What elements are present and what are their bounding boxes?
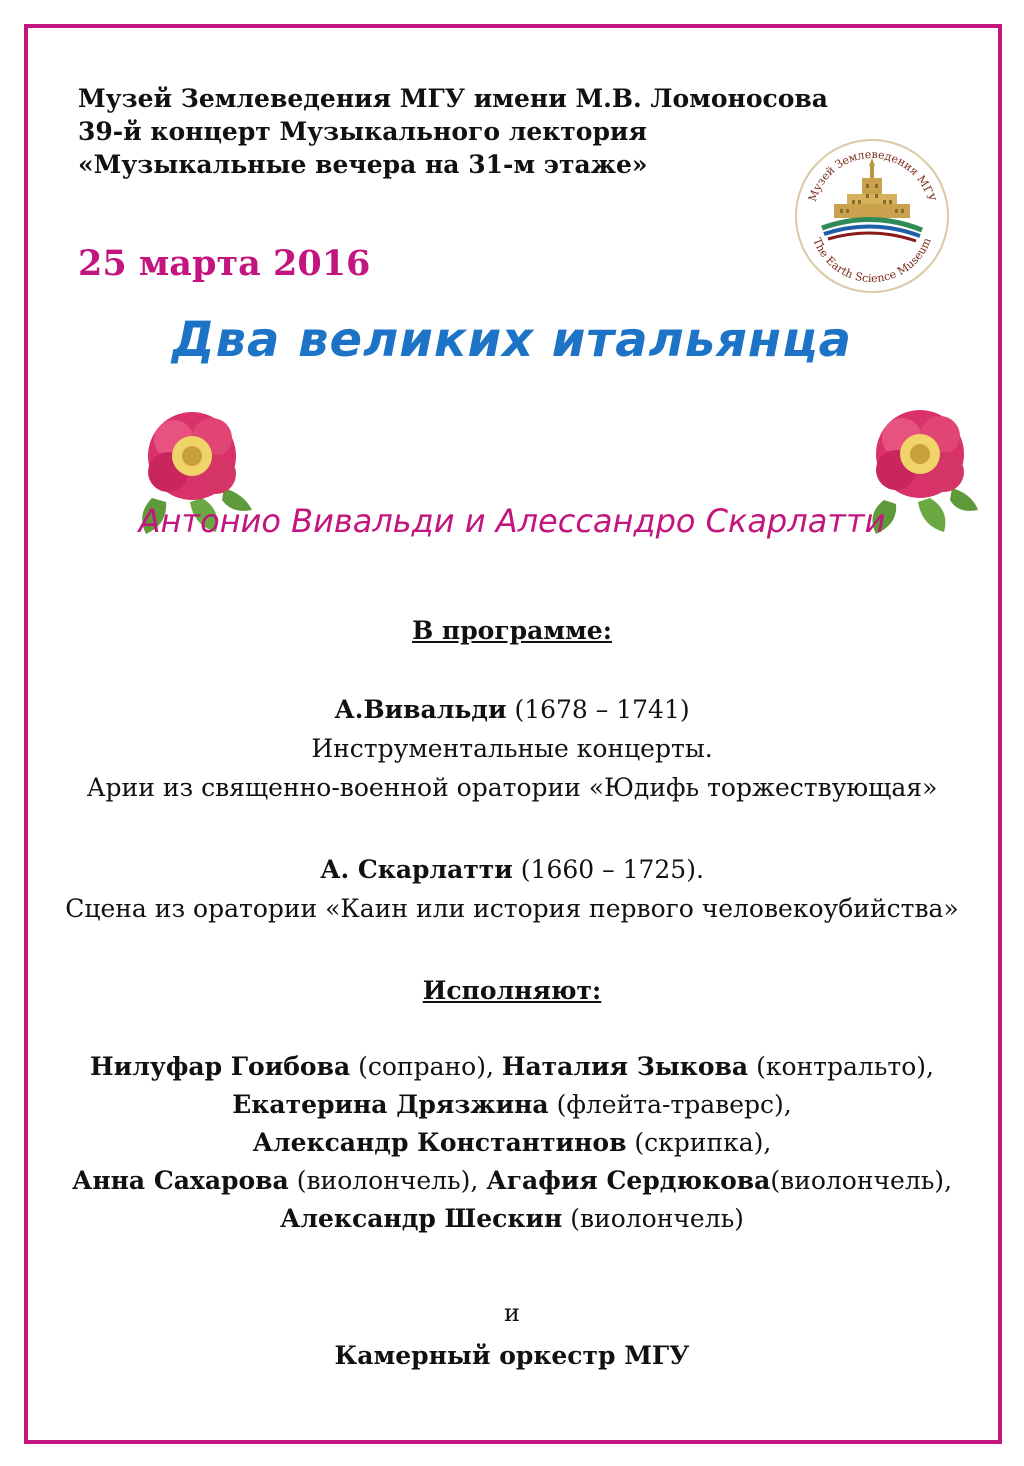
scarlatti-block bbox=[0, 850, 1024, 928]
scarlatti-name: А. Скарлатти bbox=[320, 855, 513, 884]
program-heading: В программе: bbox=[412, 616, 612, 645]
performer-5-role: (виолончель), bbox=[296, 1166, 479, 1195]
performer-6-name: Агафия Сердюкова bbox=[486, 1166, 771, 1195]
performer-7-role: (виолончель) bbox=[570, 1204, 744, 1233]
performers-list bbox=[0, 1048, 1024, 1238]
performers-line-5 bbox=[0, 1200, 1024, 1238]
performers-line-3 bbox=[0, 1124, 1024, 1162]
performer-6-role: (виолончель), bbox=[770, 1166, 953, 1195]
scarlatti-line1: Сцена из оратории «Каин или история первого человекоубийства» bbox=[65, 894, 959, 923]
performers-line-2 bbox=[0, 1086, 1024, 1124]
vivaldi-title-line bbox=[0, 690, 1024, 729]
performer-5-name: Анна Сахарова bbox=[71, 1166, 289, 1195]
performers-heading: Исполняют: bbox=[422, 976, 602, 1005]
performer-7-name: Александр Шескин bbox=[280, 1204, 563, 1233]
orchestra-name: Камерный оркестр МГУ bbox=[334, 1341, 690, 1370]
scarlatti-title-line bbox=[0, 850, 1024, 889]
performer-3-name: Екатерина Дрязжина bbox=[232, 1090, 549, 1119]
scarlatti-years: (1660 – 1725). bbox=[520, 855, 704, 884]
vivaldi-line1: Инструментальные концерты. bbox=[311, 734, 713, 763]
composers-subtitle: Антонио Вивальди и Алессандро Скарлатти bbox=[138, 502, 886, 540]
performers-line-4 bbox=[0, 1162, 1024, 1200]
performer-2-name: Наталия Зыкова bbox=[501, 1052, 749, 1081]
concert-title: Два великих итальянца bbox=[171, 312, 853, 368]
header-museum: Музей Землеведения МГУ имени М.В. Ломоносова bbox=[78, 84, 828, 113]
vivaldi-line2: Арии из священно-военной оратории «Юдифь торжествующая» bbox=[86, 773, 938, 802]
performer-3-role: (флейта-траверс), bbox=[556, 1090, 792, 1119]
header-concert-number: 39-й концерт Музыкального лектория bbox=[78, 117, 647, 146]
performer-1-name: Нилуфар Гоибова bbox=[90, 1052, 351, 1081]
vivaldi-name: А.Вивальди bbox=[334, 695, 507, 724]
vivaldi-block bbox=[0, 690, 1024, 807]
performer-2-role: (контральто), bbox=[756, 1052, 934, 1081]
performers-line-1 bbox=[0, 1048, 1024, 1086]
performer-1-role: (сопрано), bbox=[358, 1052, 494, 1081]
concert-date: 25 марта 2016 bbox=[78, 243, 371, 284]
performer-4-name: Александр Константинов bbox=[252, 1128, 627, 1157]
footer-conjunction: и bbox=[504, 1299, 520, 1327]
logo-text-bottom: The Earth Science Museum bbox=[810, 235, 934, 286]
museum-logo bbox=[792, 136, 952, 296]
header-block bbox=[78, 82, 828, 181]
vivaldi-years: (1678 – 1741) bbox=[514, 695, 690, 724]
logo-text-top: Музей Землеведения МГУ bbox=[805, 147, 939, 204]
performer-4-role: (скрипка), bbox=[634, 1128, 772, 1157]
header-series: «Музыкальные вечера на 31-м этаже» bbox=[78, 150, 648, 179]
